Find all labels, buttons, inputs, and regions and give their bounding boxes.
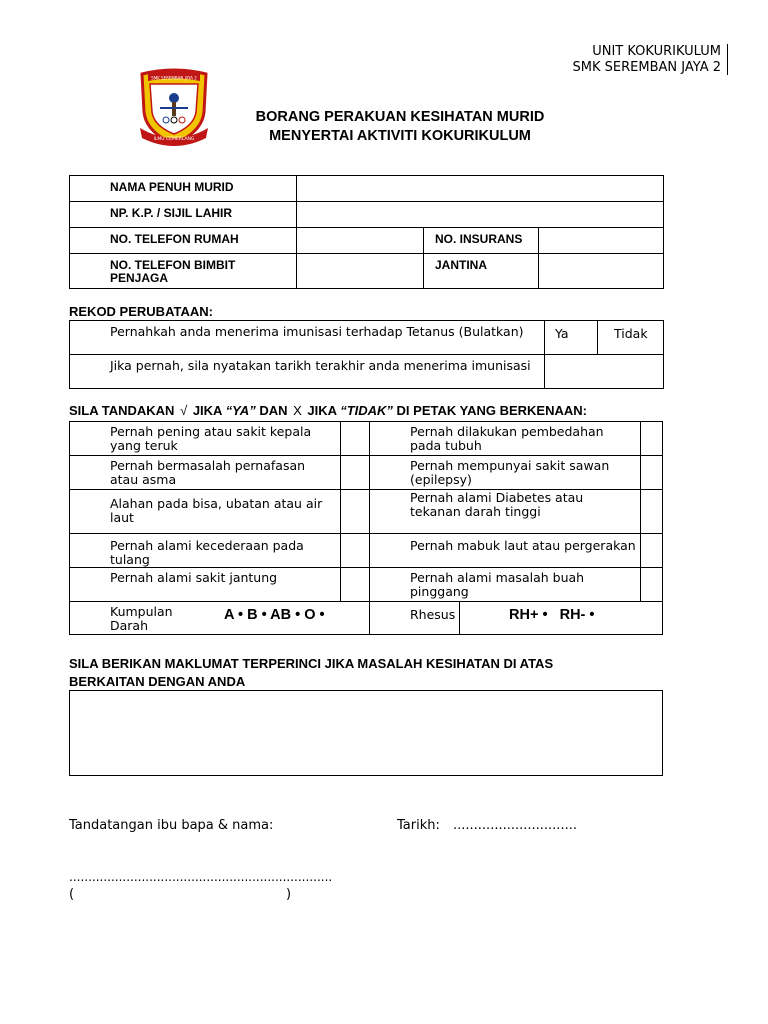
instruction-tidak: “TIDAK” <box>340 403 393 418</box>
instruction-dan: DAN <box>259 403 288 418</box>
immunisation-date-question: Jika pernah, sila nyatakan tarikh terakhir anda menerima imunisasi <box>70 355 545 389</box>
checkbox-right-4[interactable] <box>641 534 663 568</box>
tetanus-question: Pernahkah anda menerima imunisasi terhadap Tetanus (Bulatkan) <box>70 321 545 355</box>
instruction-post: DI PETAK YANG BERKENAAN: <box>396 403 587 418</box>
condition-right-5: Pernah alami masalah buah pinggang <box>370 568 641 602</box>
rhesus-divider <box>459 602 460 635</box>
blood-group-options[interactable]: A • B • AB • O • <box>224 607 325 623</box>
checkbox-left-2[interactable] <box>341 456 370 490</box>
tetanus-yes-option[interactable]: Ya <box>545 321 598 355</box>
guardian-phone-label: NO. TELEFON BIMBIT PENJAGA <box>70 254 297 289</box>
crest-top-text: SMK SEREMBAN JAYA 2 <box>151 75 197 81</box>
form-title-line-1: BORANG PERAKUAN KESIHATAN MURID <box>255 109 545 125</box>
medical-record-table <box>69 320 664 389</box>
home-phone-label: NO. TELEFON RUMAH <box>70 228 297 254</box>
parent-signature-label: Tandatangan ibu bapa & nama: <box>69 818 274 833</box>
blood-group-label: Kumpulan Darah <box>110 604 173 633</box>
condition-left-5: Pernah alami sakit jantung <box>70 568 341 602</box>
unit-line-1: UNIT KOKURIKULUM <box>592 44 721 59</box>
checkbox-left-1[interactable] <box>341 422 370 456</box>
gender-label: JANTINA <box>424 254 539 289</box>
guardian-phone-field[interactable] <box>297 254 424 289</box>
cross-symbol: X <box>293 403 302 418</box>
condition-right-2: Pernah mempunyai sakit sawan (epilepsy) <box>370 456 641 490</box>
checkbox-right-2[interactable] <box>641 456 663 490</box>
checklist-instruction <box>69 403 587 418</box>
rhesus-cell <box>370 602 663 635</box>
form-title-line-2: MENYERTAI AKTIVITI KOKURIKULUM <box>269 128 531 144</box>
instruction-jika-1: JIKA <box>192 403 222 418</box>
condition-right-4: Pernah mabuk laut atau pergerakan <box>370 534 641 568</box>
full-name-field[interactable] <box>297 176 664 202</box>
details-heading-line-1: SILA BERIKAN MAKLUMAT TERPERINCI JIKA MASALAH KESIHATAN DI ATAS <box>69 656 554 671</box>
signature-line[interactable]: ..................................................................... <box>69 870 333 884</box>
name-open-paren: ( <box>69 887 75 902</box>
details-textarea[interactable] <box>69 690 663 776</box>
rhesus-label: Rhesus <box>410 607 456 622</box>
full-name-label: NAMA PENUH MURID <box>70 176 297 202</box>
header-divider <box>727 44 728 75</box>
checkbox-right-1[interactable] <box>641 422 663 456</box>
date-label: Tarikh: <box>397 818 440 833</box>
instruction-jika-2: JIKA <box>307 403 337 418</box>
condition-right-3: Pernah alami Diabetes atau tekanan darah tinggi <box>370 490 641 534</box>
rhesus-options[interactable]: RH+ • RH- • <box>509 607 595 623</box>
blood-group-cell <box>70 602 370 635</box>
crest-banner-text: ILMU CEMERLANG <box>153 137 195 142</box>
condition-left-2: Pernah bermasalah pernafasan atau asma <box>70 456 341 490</box>
checkbox-left-3[interactable] <box>341 490 370 534</box>
insurance-label: NO. INSURANS <box>424 228 539 254</box>
insurance-field[interactable] <box>539 228 664 254</box>
home-phone-field[interactable] <box>297 228 424 254</box>
student-info-table <box>69 175 664 289</box>
condition-left-1: Pernah pening atau sakit kepala yang teruk <box>70 422 341 456</box>
instruction-ya: “YA” <box>225 403 256 418</box>
tick-symbol: √ <box>180 403 188 418</box>
ic-label: NP. K.P. / SIJIL LAHIR <box>70 202 297 228</box>
instruction-pre: SILA TANDAKAN <box>69 403 175 418</box>
checkbox-left-4[interactable] <box>341 534 370 568</box>
gender-field[interactable] <box>539 254 664 289</box>
unit-line-2: SMK SEREMBAN JAYA 2 <box>572 60 721 75</box>
date-field[interactable]: .............................. <box>453 818 577 833</box>
checkbox-left-5[interactable] <box>341 568 370 602</box>
name-close-paren: ) <box>286 887 292 902</box>
ic-field[interactable] <box>297 202 664 228</box>
details-heading-line-2: BERKAITAN DENGAN ANDA <box>69 674 246 689</box>
medical-record-heading: REKOD PERUBATAAN: <box>69 304 213 319</box>
checkbox-right-5[interactable] <box>641 568 663 602</box>
condition-left-4: Pernah alami kecederaan pada tulang <box>70 534 341 568</box>
checkbox-right-3[interactable] <box>641 490 663 534</box>
condition-right-1: Pernah dilakukan pembedahan pada tubuh <box>370 422 641 456</box>
condition-left-3: Alahan pada bisa, ubatan atau air laut <box>70 490 341 534</box>
health-checklist-table <box>69 421 663 635</box>
immunisation-date-field[interactable] <box>545 355 664 389</box>
tetanus-no-option[interactable]: Tidak <box>598 321 664 355</box>
